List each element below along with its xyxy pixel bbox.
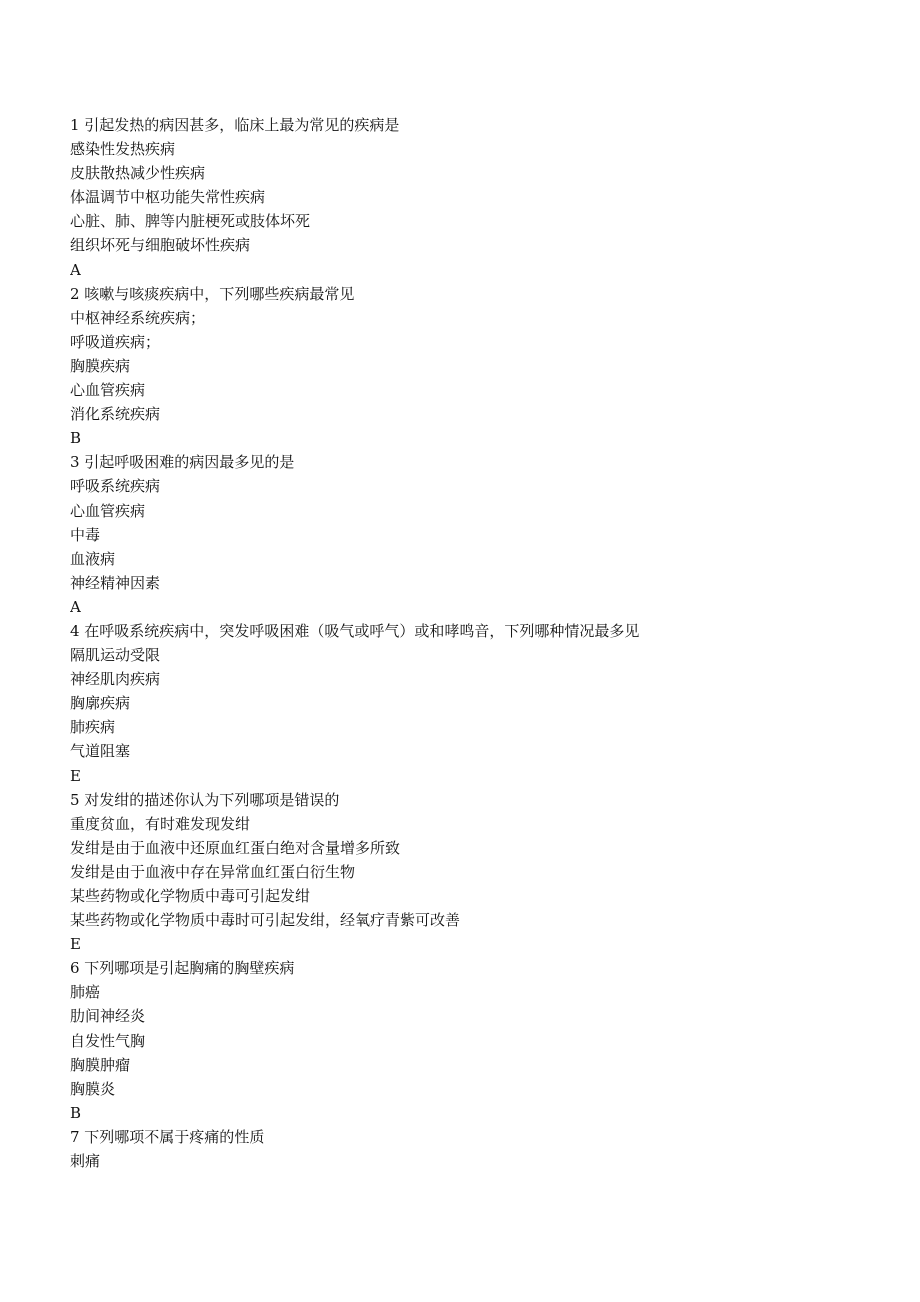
question-option: 重度贫血，有时难发现发绀 [70,814,251,833]
question-option: 心脏、肺、脾等内脏梗死或肢体坏死 [70,212,311,231]
question-option: 呼吸系统疾病 [70,477,161,496]
question-list [70,113,890,1173]
question-option: 皮肤散热减少性疾病 [70,164,206,183]
question-option: 心血管疾病 [70,381,146,400]
question-option: 心血管疾病 [70,501,146,520]
question-option: 肋间神经炎 [70,1007,146,1026]
question-option: 神经精神因素 [70,573,161,592]
question-option: 胸膜疾病 [70,356,131,375]
question-option: 肺疾病 [70,718,116,737]
question-option: 发绀是由于血液中还原血红蛋白绝对含量增多所致 [70,838,401,857]
question-stem: 1 引起发热的病因甚多，临床上最为常见的疾病是 [70,116,400,134]
question-answer: B [70,1103,82,1122]
question-option: 胸膜肿瘤 [70,1055,131,1074]
question-option: 中枢神经系统疾病； [70,308,206,327]
question-answer: A [70,597,81,616]
question-option: 气道阻塞 [70,742,131,761]
question-option: 体温调节中枢功能失常性疾病 [70,188,266,207]
question-option: 某些药物或化学物质中毒可引起发绀 [70,887,311,905]
question-option: 神经肌肉疾病 [70,670,161,689]
question-option: 组织坏死与细胞破坏性疾病 [70,236,251,255]
question-option: 感染性发热疾病 [70,140,176,159]
question-option: 胸廓疾病 [70,694,131,713]
question-stem: 3 引起呼吸困难的病因最多见的是 [70,453,295,472]
question-option: 某些药物或化学物质中毒时可引起发绀，经氧疗青紫可改善 [70,911,461,930]
question-stem: 4 在呼吸系统疾病中，突发呼吸困难（吸气或呼气）或和哮鸣音，下列哪种情况最多见 [70,621,640,640]
question-option: 胸膜炎 [70,1079,116,1098]
question-option: 呼吸道疾病； [70,332,161,351]
question-option: 血液病 [70,549,116,568]
question-stem: 2 咳嗽与咳痰疾病中，下列哪些疾病最常见 [70,284,355,303]
question-answer: E [70,935,81,954]
question-answer: A [70,260,81,279]
question-option: 隔肌运动受限 [70,646,161,665]
question-answer: E [70,766,81,785]
question-option: 发绀是由于血液中存在异常血红蛋白衍生物 [70,862,356,881]
question-option: 消化系统疾病 [70,405,161,424]
question-option: 刺痛 [70,1152,101,1171]
question-stem: 5 对发绀的描述你认为下列哪项是错误的 [70,790,340,809]
question-option: 肺癌 [70,983,101,1002]
question-stem: 7 下列哪项不属于疼痛的性质 [70,1127,265,1146]
question-option: 自发性气胸 [70,1031,146,1050]
question-answer: B [70,429,82,448]
question-option: 中毒 [70,525,101,544]
question-stem: 6 下列哪项是引起胸痛的胸壁疾病 [70,959,295,978]
